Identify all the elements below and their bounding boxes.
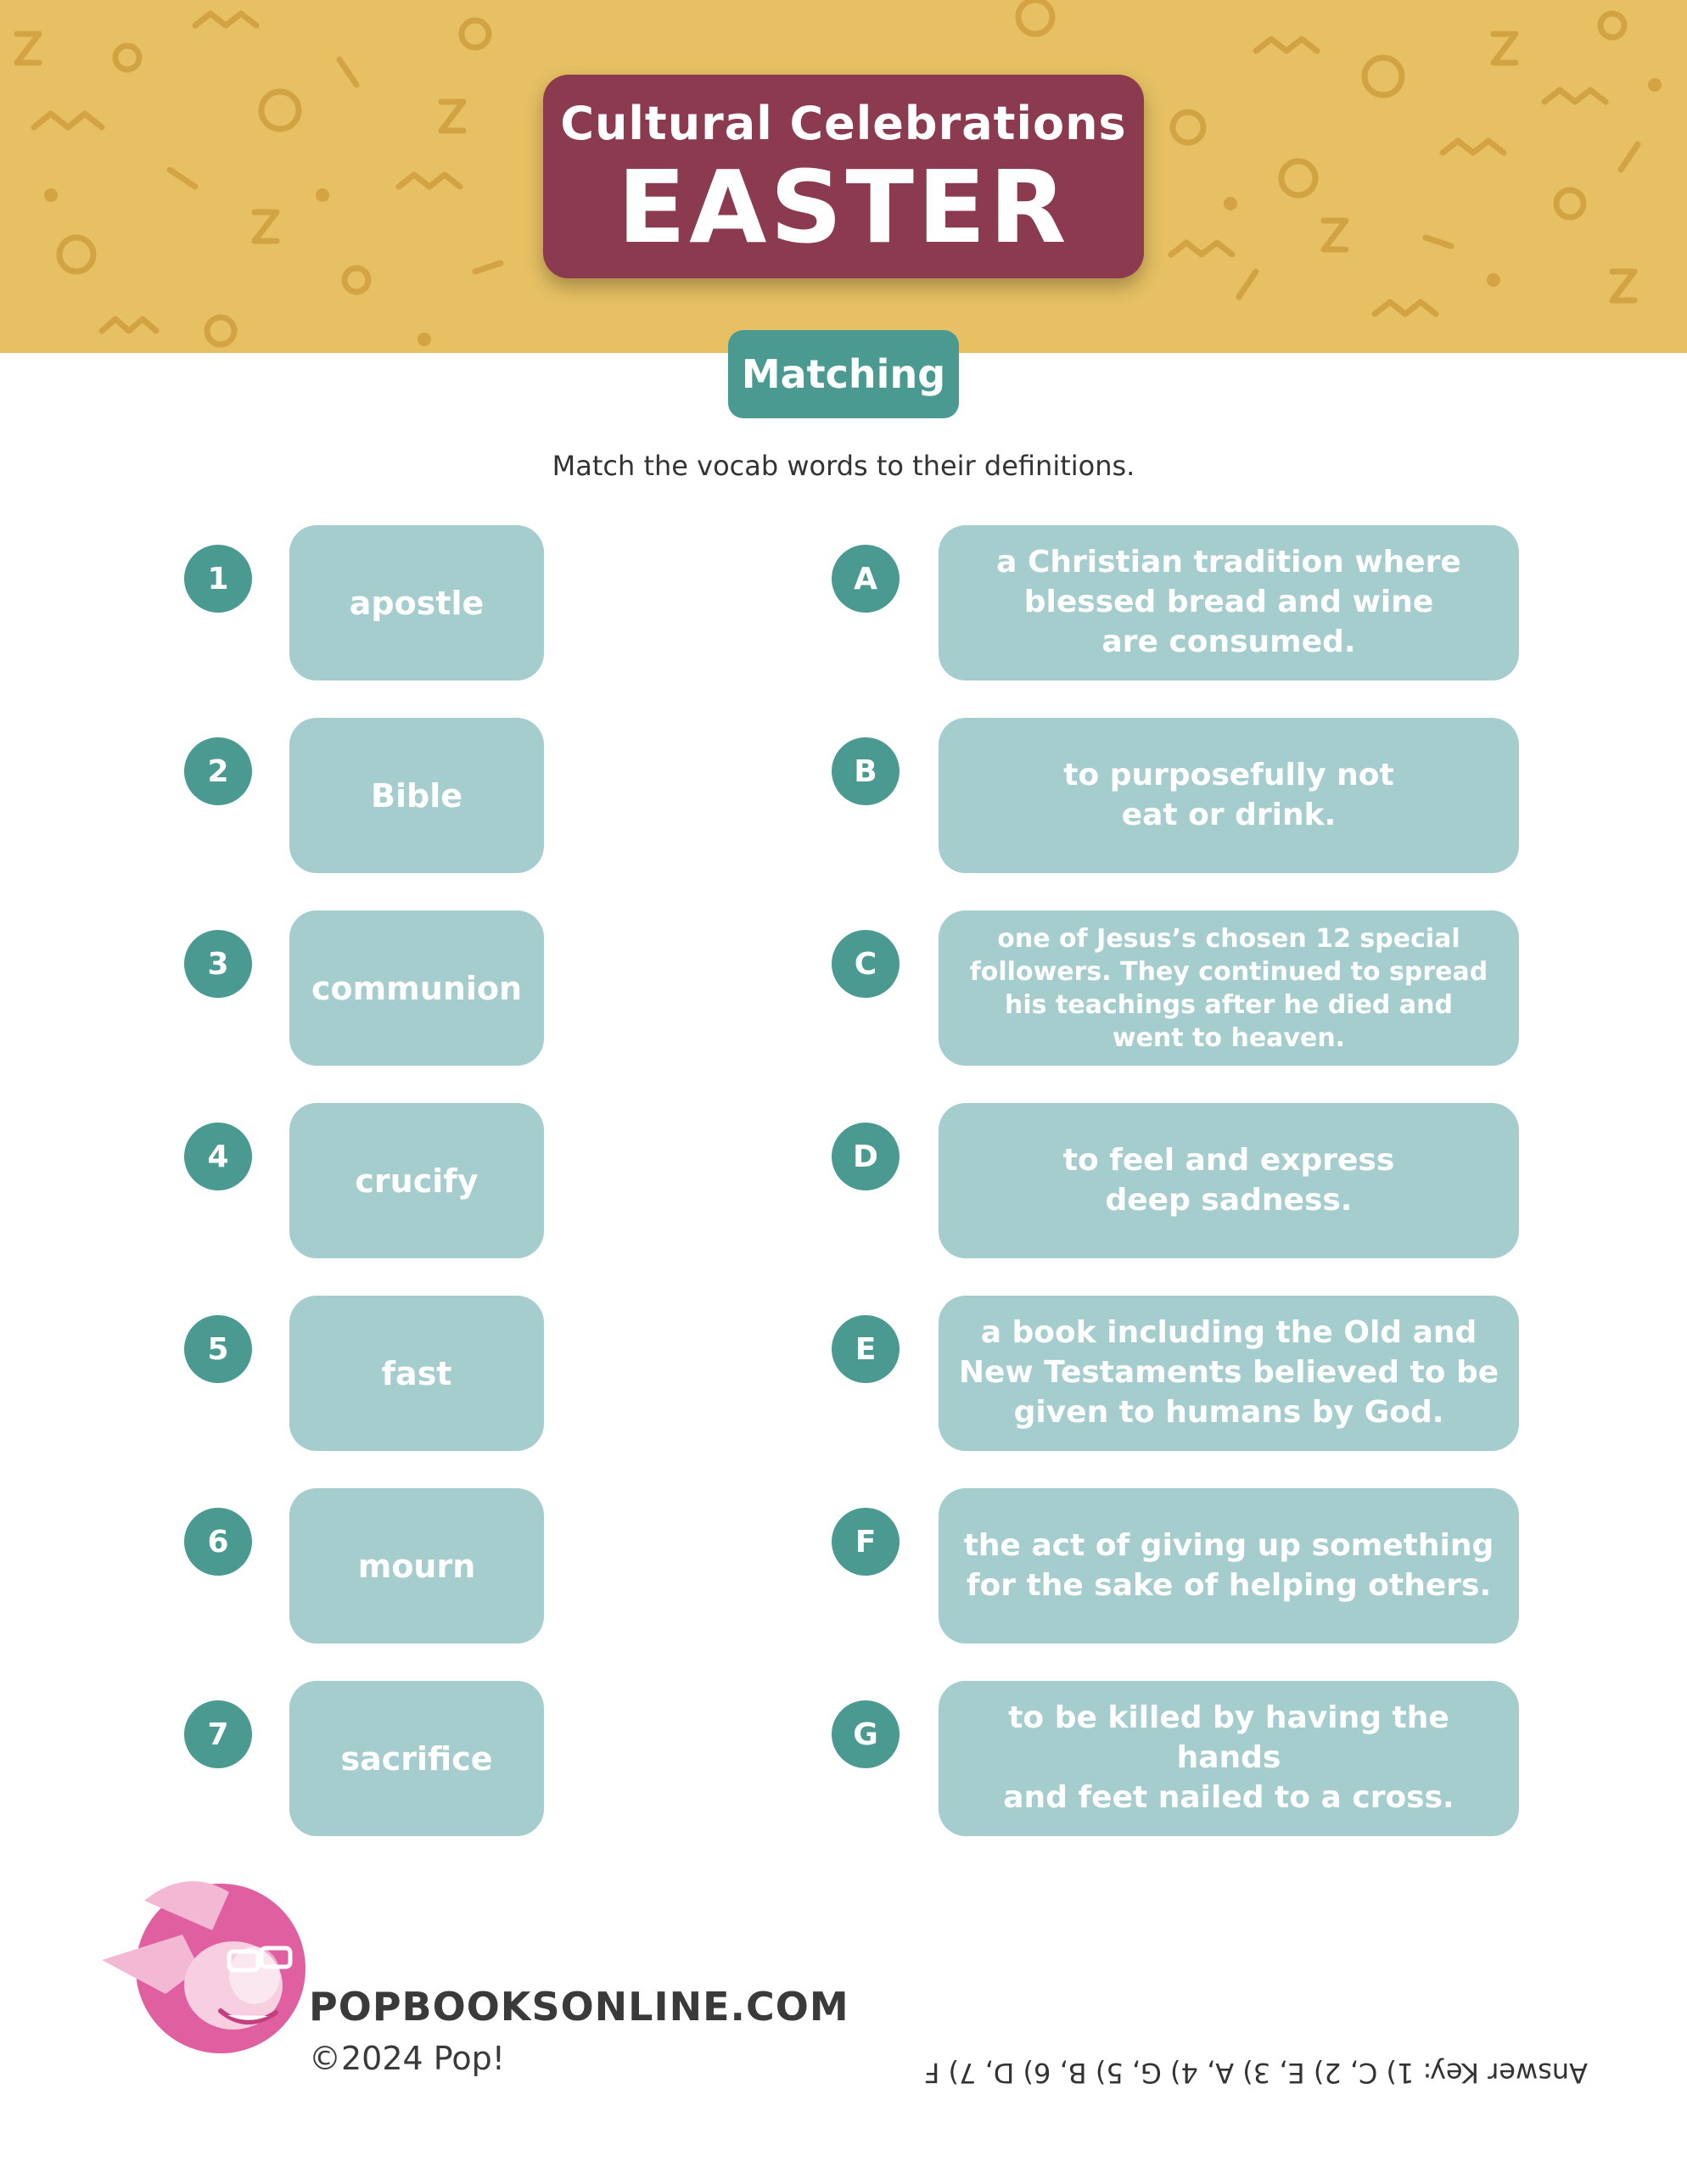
pop-rabbit-logo-icon	[85, 1867, 314, 2053]
word-number-badge: 4	[184, 1123, 252, 1190]
definition-letter-badge: F	[832, 1508, 900, 1576]
word-card: communion	[289, 910, 544, 1066]
definition-letter-badge: B	[832, 737, 900, 805]
answer-key: Answer Key: 1) C, 2) E, 3) A, 4) G, 5) B, 6) D, 7) F	[923, 2057, 1589, 2089]
definition-card: to purposefully not eat or drink.	[939, 718, 1519, 873]
definition-card: to feel and express deep sadness.	[939, 1103, 1519, 1258]
word-number-badge: 1	[184, 545, 252, 613]
definition-card: to be killed by having the hands and feet nailed to a cross.	[939, 1681, 1519, 1836]
definition-card: a Christian tradition where blessed bread and wine are consumed.	[939, 525, 1519, 680]
word-number-badge: 7	[184, 1700, 252, 1768]
website-link[interactable]: POPBOOKSONLINE.COM	[309, 1984, 849, 2030]
word-number-badge: 5	[184, 1315, 252, 1383]
definition-letter-badge: D	[832, 1123, 900, 1190]
definition-letter-badge: C	[832, 930, 900, 998]
definition-letter-badge: A	[832, 545, 900, 613]
header-banner	[0, 0, 1687, 353]
word-card: apostle	[289, 525, 544, 680]
word-card: crucify	[289, 1103, 544, 1258]
definition-card: a book including the Old and New Testaments believed to be given to humans by God.	[939, 1296, 1519, 1451]
copyright-text: ©2024 Pop!	[309, 2040, 505, 2077]
definition-card: the act of giving up something for the sake of helping others.	[939, 1488, 1519, 1644]
word-card: mourn	[289, 1488, 544, 1644]
section-label: Matching	[728, 330, 959, 418]
instructions-text: Match the vocab words to their definitions.	[552, 450, 1135, 482]
definition-letter-badge: E	[832, 1315, 900, 1383]
page-title: EASTER	[617, 148, 1070, 266]
word-card: Bible	[289, 718, 544, 873]
definition-letter-badge: G	[832, 1700, 900, 1768]
word-card: fast	[289, 1296, 544, 1451]
word-number-badge: 3	[184, 930, 252, 998]
title-box	[543, 75, 1144, 278]
title-subtitle: Cultural Celebrations	[560, 97, 1127, 150]
definition-card: one of Jesus’s chosen 12 special followers. They continued to spread his teachings after he died and went to heaven.	[939, 910, 1519, 1066]
word-number-badge: 6	[184, 1508, 252, 1576]
word-number-badge: 2	[184, 737, 252, 805]
word-card: sacrifice	[289, 1681, 544, 1836]
